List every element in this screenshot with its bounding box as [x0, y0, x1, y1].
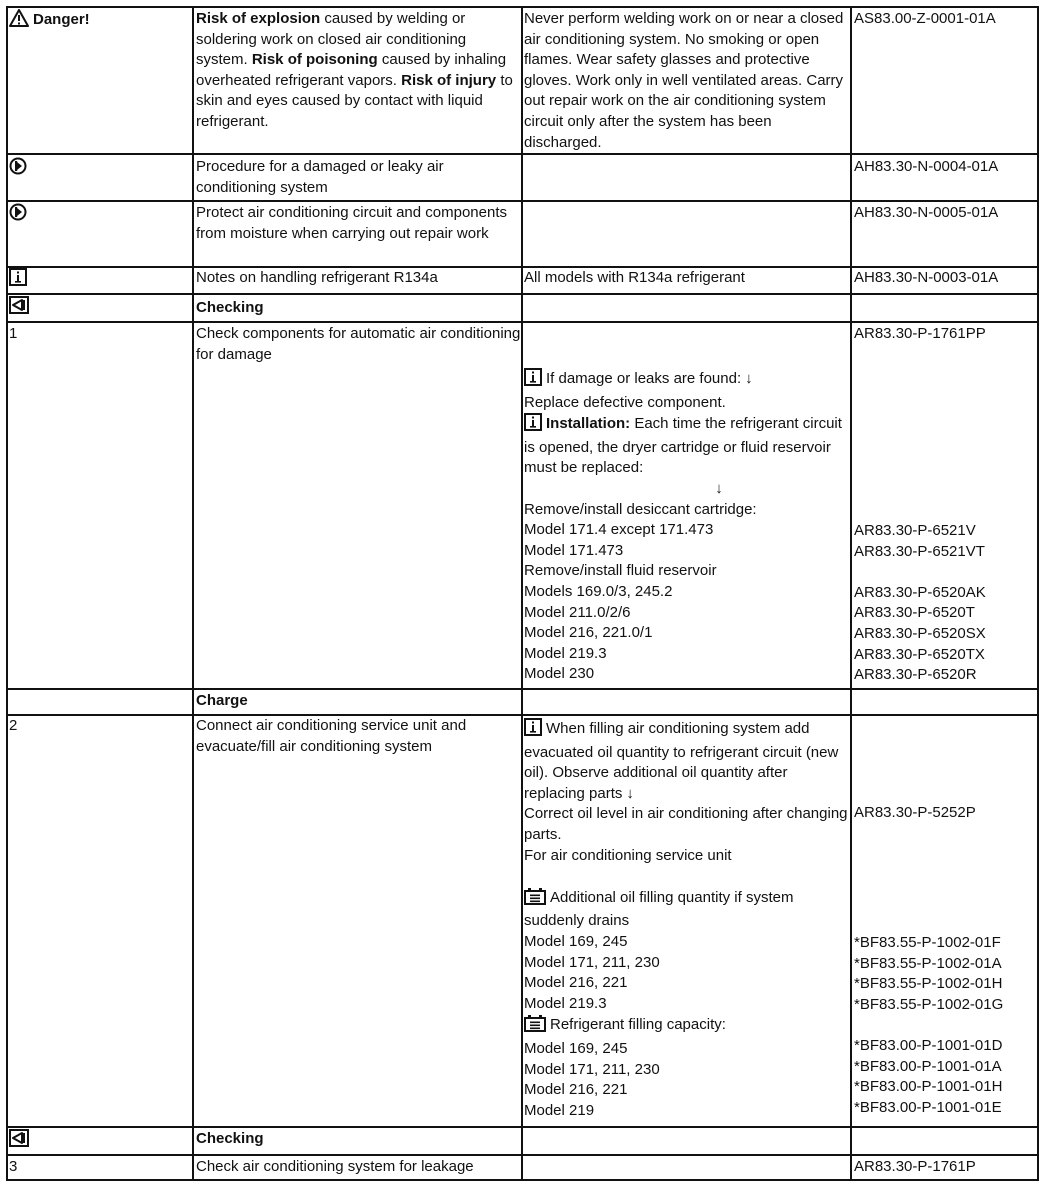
capacity-model: Model 171, 211, 230 — [524, 1060, 660, 1078]
danger-description: Risk of explosion caused by welding or soldering work on closed air conditioning system. Risk of poisoning caused by inhaling overheated refrigerant vapors. Risk of injury to skin and eyes caused by contact with liquid refrigerant. — [196, 10, 513, 130]
reservoir-ref: AR83.30-P-6520AK — [854, 583, 986, 601]
step-number: 1 — [9, 325, 18, 342]
row-divider — [8, 688, 1037, 690]
step-number: 3 — [9, 1158, 18, 1175]
step1-text: Check components for automatic air conditioning for damage — [196, 325, 521, 363]
reservoir-model: Model 230 — [524, 665, 595, 683]
oil-ref: *BF83.55-P-1002-01A — [854, 954, 1002, 972]
oil-ref: *BF83.55-P-1002-01G — [854, 995, 1004, 1013]
step3-text: Check air conditioning system for leakage — [196, 1158, 474, 1175]
step3-ref: AR83.30-P-1761P — [854, 1158, 976, 1175]
notes-ref: AH83.30-N-0003-01A — [854, 269, 999, 286]
arrow-down-icon: ↓ — [626, 784, 634, 802]
notes-models: All models with R134a refrigerant — [524, 269, 745, 286]
oil-model: Model 216, 221 — [524, 974, 628, 992]
row-icon — [9, 157, 189, 182]
cartridge-model: Model 171.473 — [524, 541, 624, 559]
oil-model: Model 171, 211, 230 — [524, 953, 660, 971]
capacity-model: Model 169, 245 — [524, 1039, 628, 1057]
oil-ref: *BF83.55-P-1002-01F — [854, 934, 1001, 951]
capacity-model: Model 216, 221 — [524, 1081, 628, 1099]
danger-instructions: Never perform welding work on or near a closed air conditioning system. No smoking or open flames. Wear safety glasses and protective gloves. Work only in well ventilated areas. Carry out repair work on the air conditioning system circuit only after the system has been discharged. — [524, 10, 844, 151]
moisture-text: Protect air conditioning circuit and components from moisture when carrying out repair work — [196, 204, 508, 242]
capacity-ref: *BF83.00-P-1001-01E — [854, 1098, 1002, 1116]
row-icon — [9, 268, 189, 293]
reservoir-ref: AR83.30-P-6520SX — [854, 624, 986, 642]
checking-heading: Checking — [196, 299, 264, 316]
remove-reservoir-text: Remove/install fluid reservoir — [524, 562, 717, 580]
info-icon — [524, 413, 542, 438]
installation-label: Installation: — [546, 415, 631, 433]
correct-oil-ref: AR83.30-P-5252P — [854, 804, 976, 821]
reservoir-ref: AR83.30-P-6520TX — [854, 645, 985, 663]
procedure-table — [6, 6, 1039, 1181]
row-divider — [8, 1154, 1037, 1156]
oil-model: Model 169, 245 — [524, 932, 628, 950]
capacity-model: Model 219 — [524, 1101, 595, 1119]
step1-model-refs — [854, 521, 1034, 686]
replace-text: Replace defective component. — [524, 393, 726, 411]
damaged-procedure-text: Procedure for a damaged or leaky air conditioning system — [196, 158, 444, 196]
cartridge-ref: AR83.30-P-6521VT — [854, 542, 985, 560]
refrigerant-capacity-text: Refrigerant filling capacity: — [550, 1016, 726, 1034]
risk-injury: Risk of injury — [401, 71, 497, 89]
row-icon — [9, 203, 189, 228]
reservoir-model: Model 216, 221.0/1 — [524, 624, 653, 642]
capacity-ref: *BF83.00-P-1001-01H — [854, 1078, 1003, 1096]
danger-cell — [9, 9, 189, 34]
damaged-procedure-ref: AH83.30-N-0004-01A — [854, 158, 999, 175]
arrow-down-icon: ↓ — [715, 479, 723, 497]
capacity-ref: *BF83.00-P-1001-01D — [854, 1036, 1003, 1054]
reservoir-ref: AR83.30-P-6520R — [854, 666, 977, 684]
additional-oil-text: Additional oil filling quantity if system suddenly drains — [524, 888, 794, 930]
reservoir-model: Models 169.0/3, 245.2 — [524, 582, 673, 600]
moisture-ref: AH83.30-N-0005-01A — [854, 204, 999, 221]
reservoir-model: Model 219.3 — [524, 644, 607, 662]
step2-model-refs — [854, 933, 1034, 1118]
risk-poisoning: Risk of poisoning — [251, 51, 378, 69]
reservoir-model: Model 211.0/2/6 — [524, 603, 631, 621]
step2-text: Connect air conditioning service unit and evacuate/fill air conditioning system — [196, 717, 467, 755]
risk-explosion: Risk of explosion — [196, 10, 321, 27]
step2-details — [524, 718, 850, 1121]
arrow-down-icon: ↓ — [745, 370, 753, 387]
row-divider — [8, 321, 1037, 323]
cartridge-ref: AR83.30-P-6521V — [854, 522, 976, 539]
installation-text: Each time the refrigerant circuit is opened, the dryer cartridge or fluid reservoir must be replaced: — [524, 415, 842, 477]
capacity-ref: *BF83.00-P-1001-01A — [854, 1057, 1002, 1075]
cartridge-model: Model 171.4 except 171.473 — [524, 521, 714, 539]
notes-text: Notes on handling refrigerant R134a — [196, 269, 438, 286]
column-divider — [521, 8, 523, 1179]
row-divider — [8, 293, 1037, 295]
info-icon — [524, 368, 542, 393]
row-icon — [9, 296, 189, 321]
row-divider — [8, 200, 1037, 202]
if-damage-text: If damage or leaks are found: — [546, 370, 742, 387]
procedure-icon — [9, 157, 27, 182]
info-icon — [9, 268, 27, 293]
danger-label: Danger! — [33, 11, 90, 28]
danger-ref: AS83.00-Z-0001-01A — [854, 10, 996, 27]
checking-icon — [9, 1129, 29, 1154]
charge-heading: Charge — [196, 692, 248, 709]
checking-heading: Checking — [196, 1130, 264, 1147]
step1-ref: AR83.30-P-1761PP — [854, 325, 986, 342]
oil-note-text: When filling air conditioning system add evacuated oil quantity to refrigerant circuit (new oil). Observe additional oil quantity after replacing parts — [524, 720, 839, 802]
row-icon — [9, 1129, 189, 1154]
row-divider — [8, 153, 1037, 155]
oil-model: Model 219.3 — [524, 994, 607, 1012]
specification-icon — [524, 887, 546, 912]
specification-icon — [524, 1014, 546, 1039]
info-icon — [524, 718, 542, 743]
step1-details — [524, 368, 850, 685]
service-unit-text: For air conditioning service unit — [524, 846, 732, 864]
correct-oil-text: Correct oil level in air conditioning after changing parts. — [524, 805, 848, 843]
column-divider — [192, 8, 194, 1179]
step-number: 2 — [9, 717, 18, 734]
column-divider — [850, 8, 852, 1179]
warning-triangle-icon — [9, 9, 29, 34]
reservoir-ref: AR83.30-P-6520T — [854, 604, 975, 622]
row-divider — [8, 1126, 1037, 1128]
remove-cartridge-text: Remove/install desiccant cartridge: — [524, 500, 757, 518]
procedure-icon — [9, 203, 27, 228]
oil-ref: *BF83.55-P-1002-01H — [854, 975, 1003, 993]
checking-icon — [9, 296, 29, 321]
